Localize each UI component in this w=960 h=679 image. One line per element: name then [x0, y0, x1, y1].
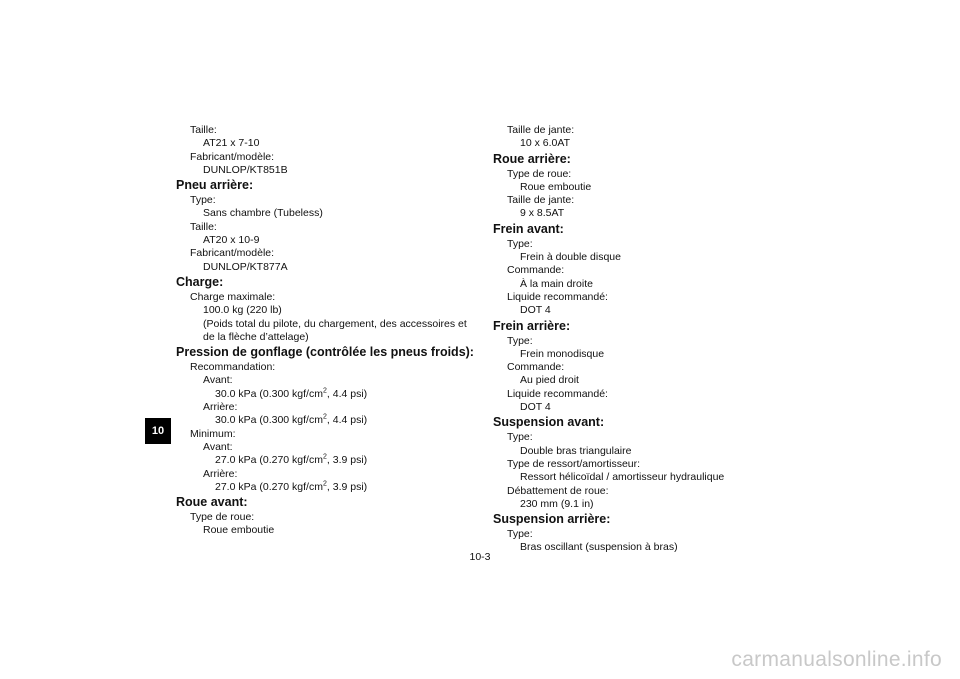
watermark: carmanualsonline.info — [731, 648, 942, 671]
spec-label: Liquide recommandé: — [507, 387, 608, 400]
pressure-value-rest: , 3.9 psi) — [326, 480, 368, 493]
pressure-value — [176, 454, 476, 467]
section-heading-rear-suspension: Suspension arrière: — [493, 512, 611, 527]
spec-value: 100.0 kg (220 lb) — [203, 304, 282, 317]
spec-label: Type de roue: — [190, 511, 255, 524]
pressure-value-rest: , 4.4 psi) — [326, 387, 368, 400]
section-heading-front-suspension: Suspension avant: — [493, 415, 605, 430]
spec-value: 9 x 8.5AT — [520, 207, 565, 220]
spec-sublabel: Avant: — [203, 440, 233, 453]
spec-label: Commande: — [507, 264, 565, 277]
spec-value: 10 x 6.0AT — [520, 137, 570, 150]
pressure-value-main: 27.0 kPa (0.270 kgf/cm — [215, 480, 323, 493]
section-heading-rear-tire: Pneu arrière: — [176, 178, 254, 193]
section-heading-front-wheel: Roue avant: — [176, 495, 248, 510]
spec-label: Fabricant/modèle: — [190, 247, 275, 260]
spec-label: Type: — [507, 431, 533, 444]
page-number: 10-3 — [469, 551, 491, 563]
spec-label: Recommandation: — [190, 361, 276, 374]
spec-label: Type: — [507, 334, 533, 347]
spec-label: Liquide recommandé: — [507, 290, 608, 303]
section-heading-rear-wheel: Roue arrière: — [493, 151, 571, 166]
spec-label: Taille: — [190, 220, 217, 233]
chapter-tab-number: 10 — [151, 425, 165, 437]
spec-value: Roue emboutie — [203, 524, 275, 537]
spec-label: Commande: — [507, 361, 565, 374]
chapter-tab — [145, 418, 171, 444]
pressure-value-main: 30.0 kPa (0.300 kgf/cm — [215, 387, 323, 400]
spec-label: Débattement de roue: — [507, 484, 609, 497]
spec-value: DOT 4 — [520, 304, 551, 317]
superscript: 2 — [322, 413, 327, 421]
spec-value: Frein monodisque — [520, 347, 605, 360]
spec-value: DUNLOP/KT851B — [203, 163, 288, 176]
spec-value: Ressort hélicoïdal / amortisseur hydraulique — [520, 471, 725, 484]
spec-label: Taille de jante: — [507, 194, 575, 207]
section-heading-rear-brake: Frein arrière: — [493, 318, 571, 333]
spec-sublabel: Arrière: — [203, 467, 238, 480]
spec-label: Minimum: — [190, 427, 236, 440]
spec-value: 230 mm (9.1 in) — [520, 497, 594, 510]
spec-value: AT20 x 10-9 — [203, 234, 260, 247]
pressure-value-rest: , 3.9 psi) — [326, 454, 368, 467]
spec-label: Fabricant/modèle: — [190, 150, 275, 163]
superscript: 2 — [322, 453, 327, 461]
spec-label: Charge maximale: — [190, 290, 276, 303]
spec-value: Frein à double disque — [520, 251, 621, 264]
pressure-value-rest: , 4.4 psi) — [326, 414, 368, 427]
spec-label: Type de roue: — [507, 167, 572, 180]
spec-value: DUNLOP/KT877A — [203, 260, 288, 273]
spec-value: Sans chambre (Tubeless) — [203, 207, 323, 220]
section-heading-tire-pressure: Pression de gonflage (contrôlée les pneus froids): — [176, 345, 474, 360]
pressure-value — [176, 481, 476, 494]
spec-sublabel: Arrière: — [203, 401, 238, 414]
pressure-value-main: 30.0 kPa (0.300 kgf/cm — [215, 414, 323, 427]
section-heading-front-brake: Frein avant: — [493, 221, 564, 236]
spec-value: Bras oscillant (suspension à bras) — [520, 541, 678, 554]
spec-value: Roue emboutie — [520, 180, 592, 193]
left-column — [176, 124, 476, 538]
pressure-value — [176, 414, 476, 427]
section-heading-load: Charge: — [176, 274, 224, 289]
pressure-value-main: 27.0 kPa (0.270 kgf/cm — [215, 454, 323, 467]
spec-value: Au pied droit — [520, 374, 579, 387]
spec-value: Double bras triangulaire — [520, 444, 632, 457]
spec-value: AT21 x 7-10 — [203, 137, 260, 150]
spec-label: Type de ressort/amortisseur: — [507, 457, 641, 470]
spec-label: Type: — [507, 237, 533, 250]
spec-value: DOT 4 — [520, 401, 551, 414]
spec-value: À la main droite — [520, 277, 593, 290]
spec-sublabel: Avant: — [203, 374, 233, 387]
spec-label: Taille: — [190, 124, 217, 136]
pressure-value — [176, 388, 476, 401]
superscript: 2 — [322, 480, 327, 488]
spec-label: Type: — [190, 194, 216, 207]
spec-label: Type: — [507, 528, 533, 541]
right-column — [493, 124, 793, 555]
superscript: 2 — [322, 387, 327, 395]
spec-note: (Poids total du pilote, du chargement, des accessoires et de la flèche d’attelage) — [203, 317, 467, 343]
spec-label: Taille de jante: — [507, 124, 575, 136]
